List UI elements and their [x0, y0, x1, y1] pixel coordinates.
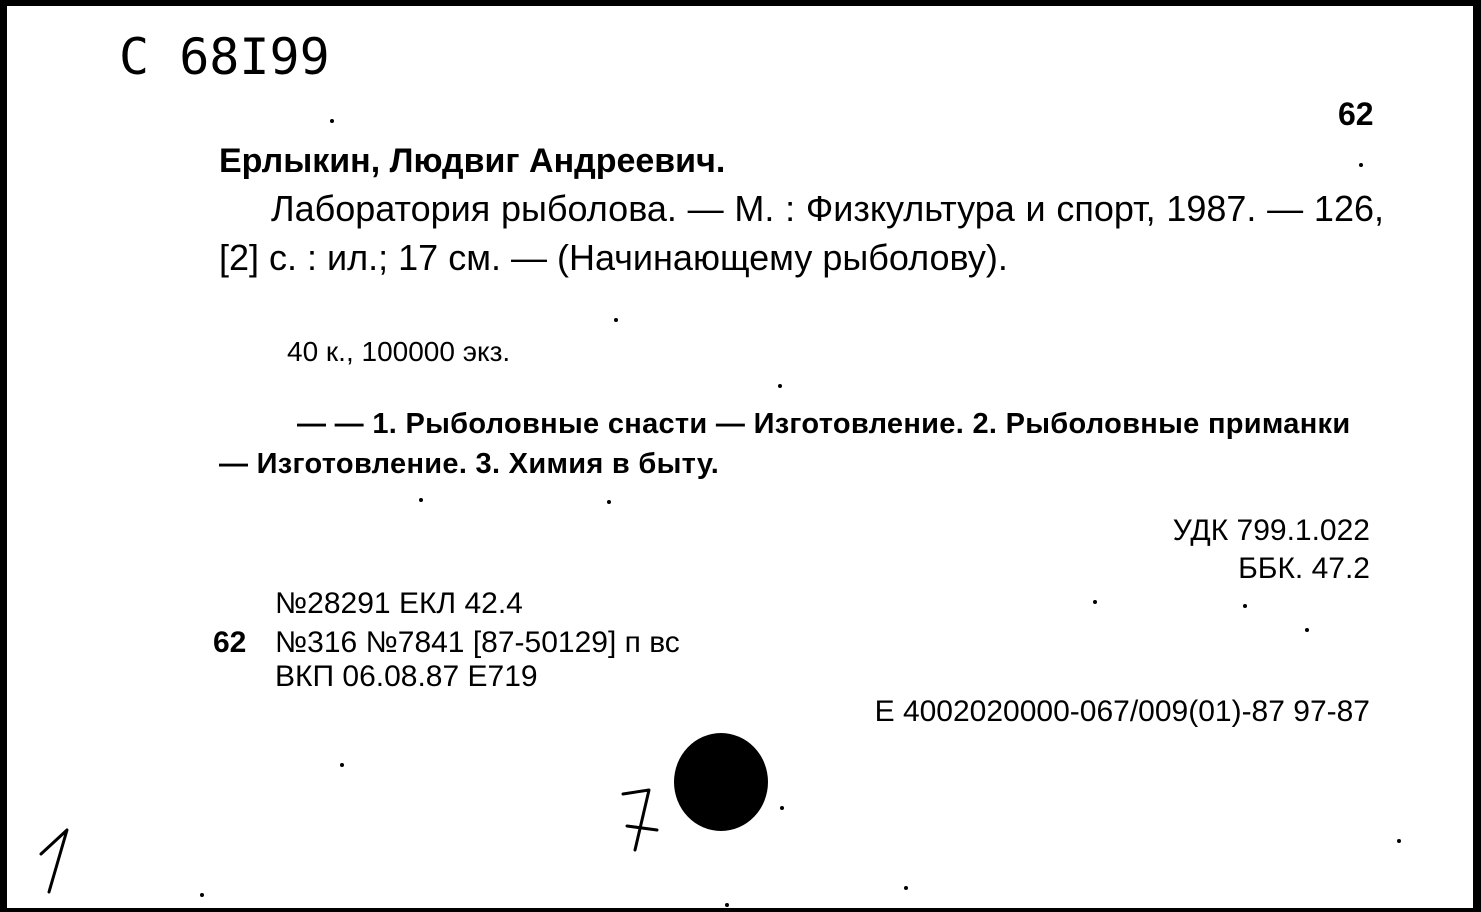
- handwritten-seven-icon: [619, 786, 663, 856]
- accession-line-1: №28291 ЕКЛ 42.4: [275, 587, 523, 620]
- udk-code: УДК 799.1.022: [1172, 514, 1370, 547]
- accession-line-2: №316 №7841 [87-50129] п вс: [275, 626, 680, 659]
- accession-line-2-prefix: 62: [213, 626, 247, 659]
- corner-number: 62: [1338, 96, 1374, 132]
- speck: [778, 384, 782, 388]
- isbn-line: Е 4002020000-067/009(01)-87 97-87: [874, 695, 1370, 728]
- handwritten-one-icon: [37, 826, 77, 896]
- accession-line-3: ВКП 06.08.87 Е719: [275, 660, 538, 693]
- speck: [330, 119, 334, 123]
- speck: [1359, 163, 1363, 167]
- speck: [780, 806, 784, 810]
- speck: [200, 893, 204, 897]
- speck: [1397, 839, 1401, 843]
- speck: [1243, 604, 1247, 608]
- speck: [1305, 628, 1309, 632]
- title-description: Лаборатория рыболова. — М. : Физкультура и спорт, 1987. — 126,[2] с. : ил.; 17 см. — (Начинающему рыболову).: [219, 188, 1384, 278]
- subject-headings: — — 1. Рыболовные снасти — Изготовление. 2. Рыболовные приманки — Изготовление. 3. Химия в быту.: [219, 408, 1351, 480]
- speck: [419, 498, 423, 502]
- catalog-number: С 68I99: [119, 28, 330, 86]
- price-print-run: 40 к., 100000 экз.: [287, 336, 511, 367]
- speck: [725, 903, 729, 907]
- bbk-code: ББК. 47.2: [1238, 552, 1370, 585]
- speck: [607, 500, 611, 504]
- speck: [614, 318, 618, 322]
- punch-hole: [674, 733, 768, 831]
- speck: [340, 763, 344, 767]
- author-heading: Ерлыкин, Людвиг Андреевич.: [219, 142, 726, 180]
- speck: [904, 886, 908, 890]
- speck: [1093, 600, 1097, 604]
